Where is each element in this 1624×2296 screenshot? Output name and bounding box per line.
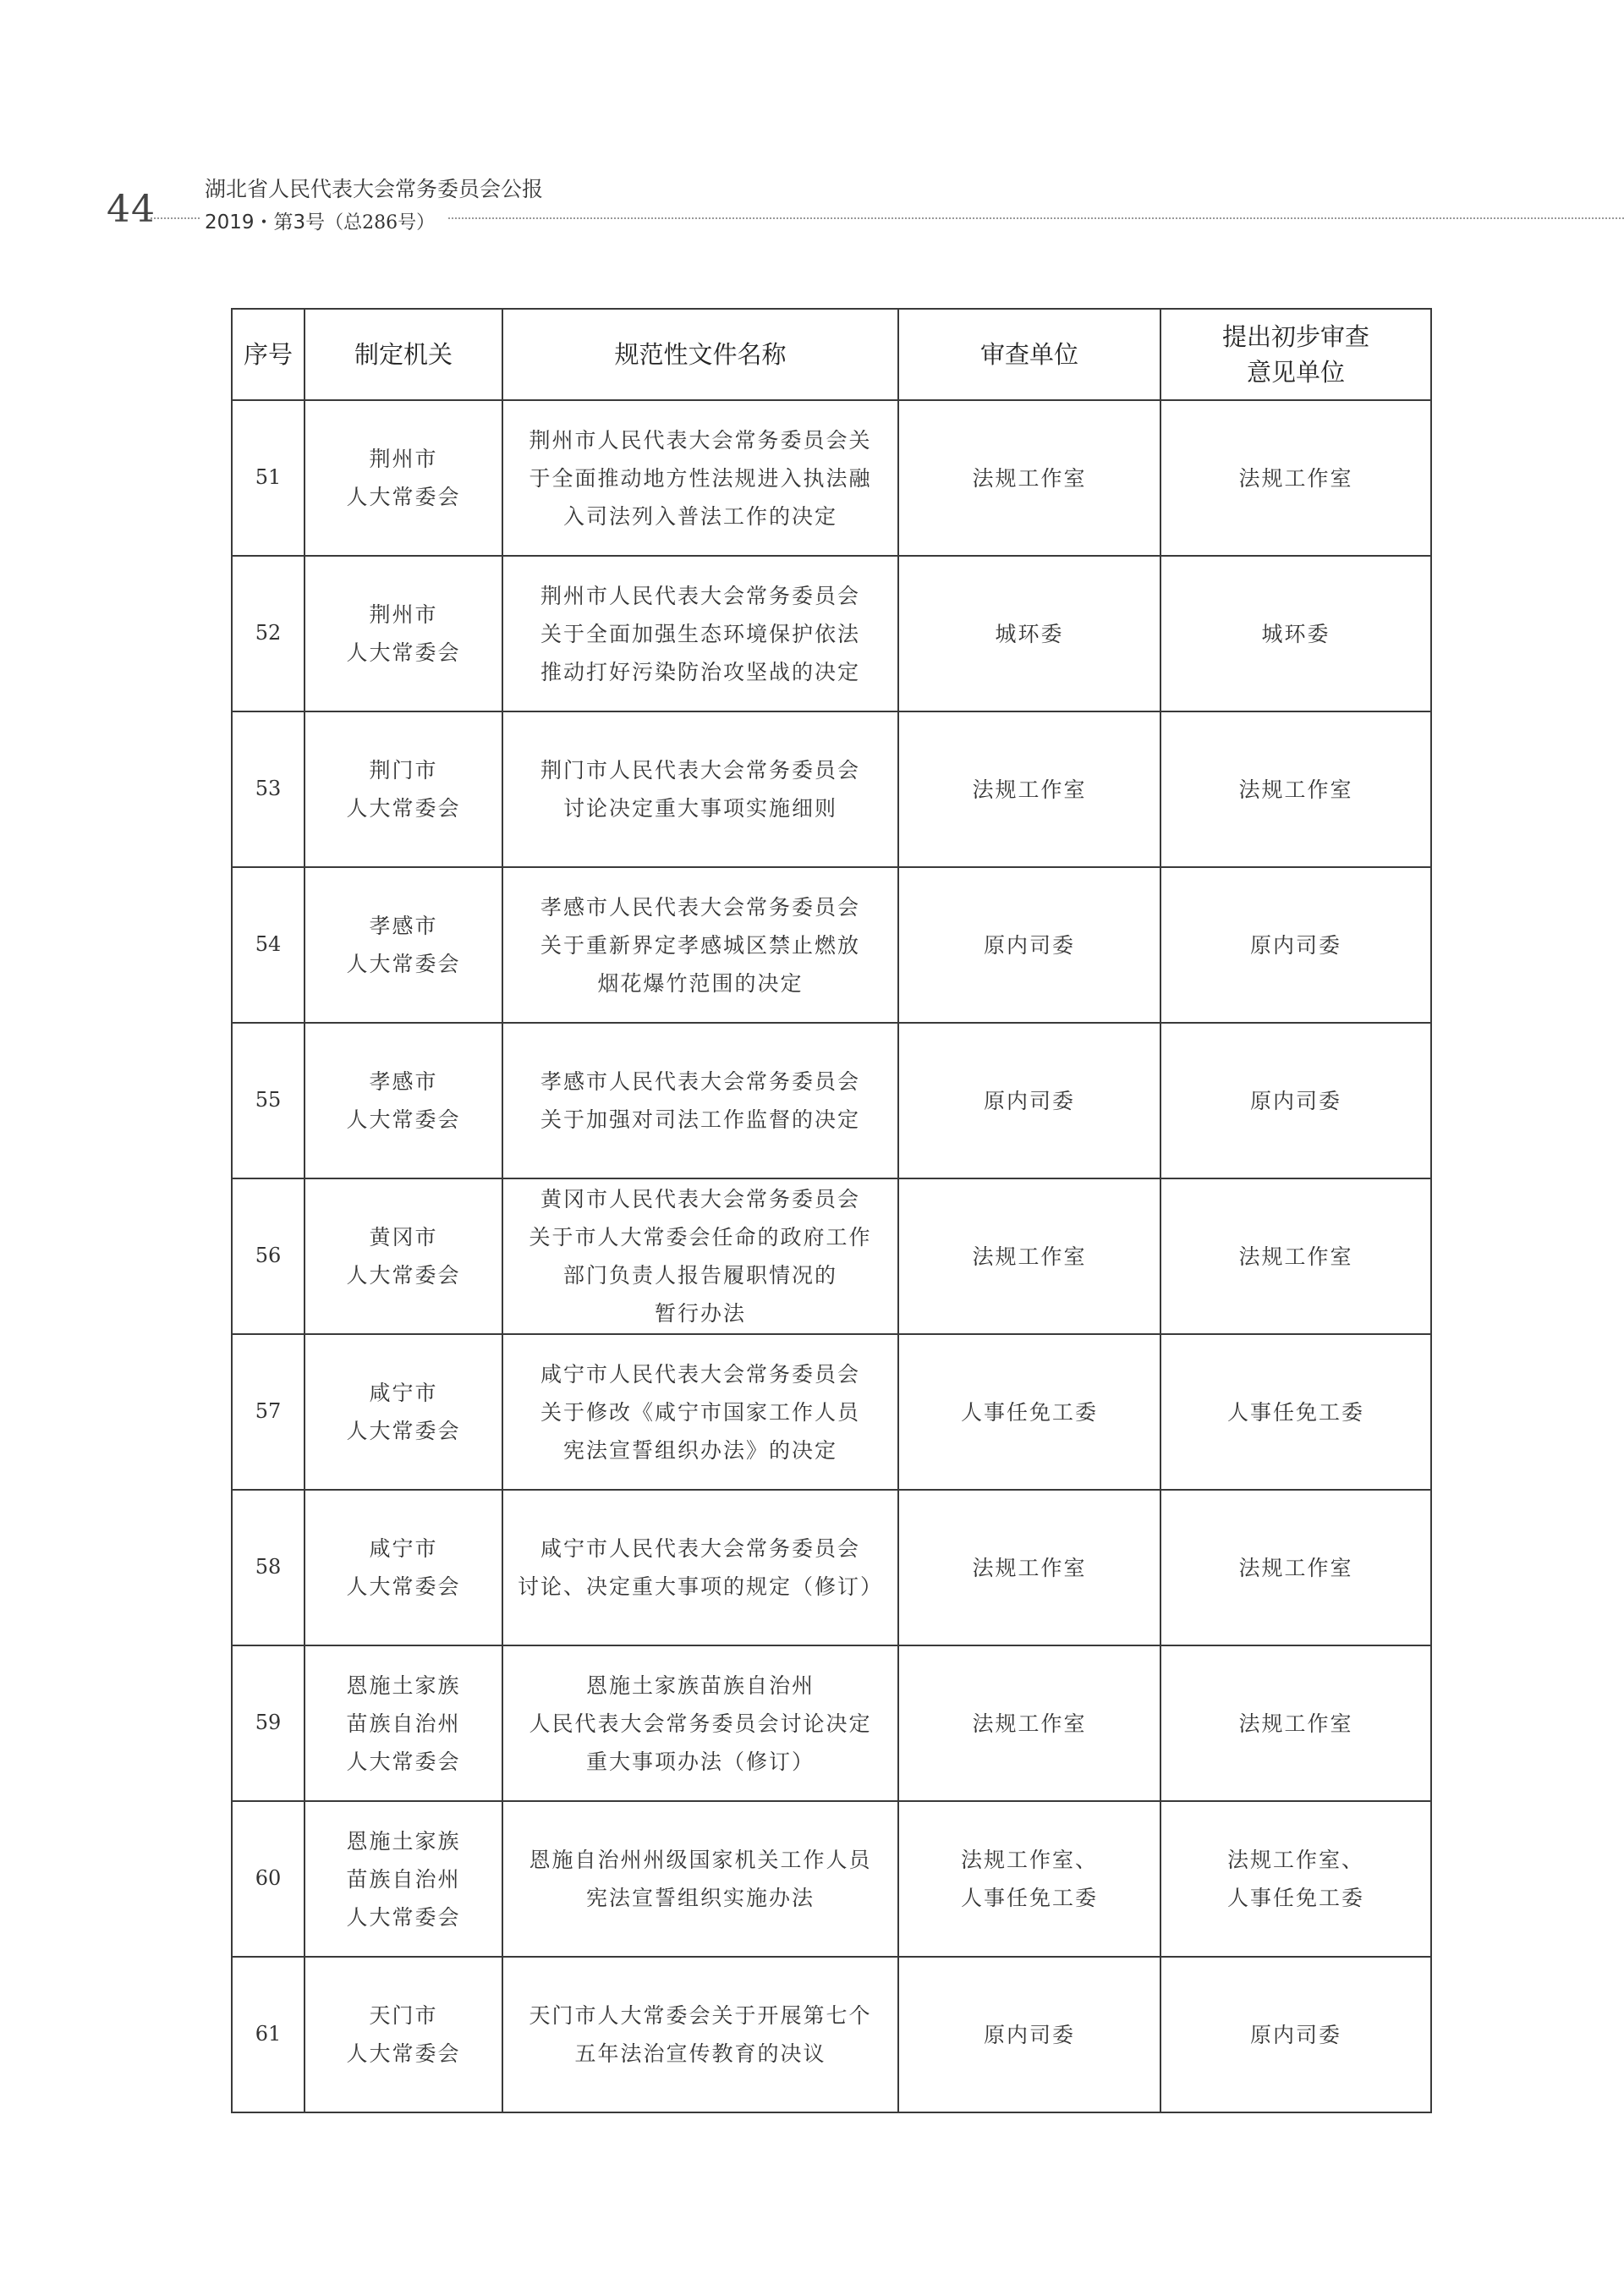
cell-agency-line: 人大常委会 <box>346 1419 461 1443</box>
cell-no: 56 <box>232 1178 304 1334</box>
cell-title-line: 重大事项办法（修订） <box>585 1749 815 1774</box>
issue-line <box>205 206 435 234</box>
cell-title-line: 烟花爆竹范围的决定 <box>597 970 804 996</box>
cell-opinion <box>1160 556 1431 711</box>
cell-opinion <box>1160 1334 1431 1490</box>
cell-reviewer-line: 法规工作室 <box>972 1711 1087 1736</box>
cell-title <box>502 1490 898 1645</box>
table-header-row <box>232 309 1431 400</box>
cell-agency-line: 黄冈市 <box>369 1225 438 1250</box>
cell-title-line: 讨论决定重大事项实施细则 <box>562 796 837 821</box>
cell-title-line: 关于全面加强生态环境保护依法 <box>540 621 860 646</box>
cell-title-line: 关于市人大常委会任命的政府工作 <box>529 1225 872 1250</box>
column-header-title: 规范性文件名称 <box>502 309 898 400</box>
cell-no: 52 <box>232 556 304 711</box>
cell-title-line: 部门负责人报告履职情况的 <box>562 1263 837 1288</box>
cell-title-line: 入司法列入普法工作的决定 <box>562 503 837 529</box>
cell-no: 54 <box>232 867 304 1023</box>
table-body <box>232 400 1431 2112</box>
cell-no: 55 <box>232 1023 304 1178</box>
cell-agency <box>304 400 502 556</box>
cell-agency-line: 孝感市 <box>369 914 438 938</box>
cell-opinion-line: 人事任免工委 <box>1226 1399 1364 1425</box>
cell-title <box>502 556 898 711</box>
cell-no: 53 <box>232 711 304 867</box>
table-row <box>232 1490 1431 1645</box>
cell-reviewer-line: 法规工作室 <box>972 777 1087 802</box>
cell-no: 61 <box>232 1957 304 2112</box>
cell-title <box>502 1023 898 1178</box>
cell-reviewer-line: 法规工作室 <box>972 1555 1087 1580</box>
documents-table <box>231 308 1432 2113</box>
cell-title <box>502 1645 898 1801</box>
cell-agency <box>304 1957 502 2112</box>
cell-reviewer-line: 原内司委 <box>983 932 1075 958</box>
table-row <box>232 1178 1431 1334</box>
cell-agency-line: 苗族自治州 <box>346 1711 461 1736</box>
cell-title-line: 宪法宣誓组织实施办法 <box>585 1886 815 1910</box>
cell-agency <box>304 1023 502 1178</box>
issue-total: （总286号） <box>325 212 436 233</box>
cell-agency-line: 天门市 <box>369 2003 438 2028</box>
cell-title-line: 黄冈市人民代表大会常务委员会 <box>540 1187 860 1211</box>
cell-agency <box>304 1490 502 1645</box>
cell-agency-line: 人大常委会 <box>346 640 461 665</box>
cell-title <box>502 1334 898 1490</box>
cell-agency-line: 人大常委会 <box>346 796 461 821</box>
cell-title-line: 孝感市人民代表大会常务委员会 <box>540 1069 860 1094</box>
cell-title <box>502 1957 898 2112</box>
cell-title-line: 关于加强对司法工作监督的决定 <box>540 1107 860 1132</box>
table-row <box>232 1023 1431 1178</box>
cell-agency-line: 人大常委会 <box>346 485 461 509</box>
cell-opinion-line: 原内司委 <box>1249 1088 1341 1113</box>
cell-reviewer-line: 法规工作室 <box>972 465 1087 491</box>
cell-title-line: 暂行办法 <box>654 1301 746 1326</box>
table-row <box>232 556 1431 711</box>
cell-agency-line: 人大常委会 <box>346 952 461 976</box>
cell-opinion <box>1160 711 1431 867</box>
cell-opinion <box>1160 1178 1431 1334</box>
cell-reviewer <box>898 867 1160 1023</box>
cell-title-line: 荆州市人民代表大会常务委员会关 <box>529 427 872 453</box>
cell-opinion-line: 原内司委 <box>1249 932 1341 958</box>
table-row <box>232 867 1431 1023</box>
cell-agency-line: 荆州市 <box>369 447 438 471</box>
issue-number: 2019・第3号 <box>205 211 326 233</box>
cell-opinion-line: 法规工作室、 <box>1226 1848 1364 1872</box>
cell-title-line: 孝感市人民代表大会常务委员会 <box>540 894 860 920</box>
table-row <box>232 1334 1431 1490</box>
cell-title <box>502 400 898 556</box>
cell-title <box>502 1801 898 1957</box>
cell-reviewer <box>898 1178 1160 1334</box>
cell-reviewer <box>898 556 1160 711</box>
cell-agency-line: 人大常委会 <box>346 1749 461 1774</box>
cell-no: 57 <box>232 1334 304 1490</box>
column-header-agency: 制定机关 <box>304 309 502 400</box>
cell-opinion <box>1160 1023 1431 1178</box>
cell-agency <box>304 1178 502 1334</box>
cell-reviewer-line: 法规工作室 <box>972 1244 1087 1269</box>
table-row <box>232 1801 1431 1957</box>
cell-agency-line: 人大常委会 <box>346 1263 461 1288</box>
column-header-opinion-text: 提出初步审查 意见单位 <box>1221 321 1369 387</box>
cell-reviewer-line: 人事任免工委 <box>960 1886 1098 1910</box>
cell-reviewer <box>898 400 1160 556</box>
cell-opinion-line: 法规工作室 <box>1238 1711 1353 1736</box>
cell-title-line: 关于重新界定孝感城区禁止燃放 <box>540 932 860 958</box>
cell-title-line: 讨论、决定重大事项的规定（修订） <box>517 1574 883 1599</box>
cell-opinion-line: 人事任免工委 <box>1226 1886 1364 1910</box>
cell-agency-line: 人大常委会 <box>346 1107 461 1132</box>
table-row <box>232 711 1431 867</box>
cell-opinion <box>1160 1490 1431 1645</box>
page-number: 44 <box>107 188 156 231</box>
cell-agency-line: 荆州市 <box>369 602 438 627</box>
cell-title-line: 咸宁市人民代表大会常务委员会 <box>540 1361 860 1387</box>
cell-reviewer-line: 人事任免工委 <box>960 1399 1098 1425</box>
cell-opinion <box>1160 1957 1431 2112</box>
cell-agency <box>304 556 502 711</box>
cell-opinion <box>1160 400 1431 556</box>
cell-reviewer-line: 原内司委 <box>983 1088 1075 1113</box>
cell-agency-line: 人大常委会 <box>346 2041 461 2066</box>
cell-title-line: 恩施土家族苗族自治州 <box>585 1673 815 1698</box>
cell-title-line: 于全面推动地方性法规进入执法融 <box>529 465 872 491</box>
cell-agency <box>304 711 502 867</box>
cell-title-line: 荆门市人民代表大会常务委员会 <box>540 758 860 783</box>
column-header-reviewer: 审查单位 <box>898 309 1160 400</box>
table-row <box>232 1645 1431 1801</box>
cell-reviewer-line: 城环委 <box>995 621 1064 646</box>
cell-opinion <box>1160 1801 1431 1957</box>
cell-reviewer <box>898 1334 1160 1490</box>
cell-agency-line: 人大常委会 <box>346 1574 461 1599</box>
cell-opinion-line: 原内司委 <box>1249 2022 1341 2047</box>
cell-reviewer <box>898 1645 1160 1801</box>
cell-title-line: 关于修改《咸宁市国家工作人员 <box>540 1399 860 1425</box>
cell-title-line: 宪法宣誓组织办法》的决定 <box>562 1437 837 1463</box>
cell-agency-line: 孝感市 <box>369 1069 438 1094</box>
cell-no: 60 <box>232 1801 304 1957</box>
cell-title-line: 五年法治宣传教育的决议 <box>574 2041 826 2066</box>
table-row <box>232 400 1431 556</box>
cell-opinion-line: 法规工作室 <box>1238 1244 1353 1269</box>
cell-agency-line: 咸宁市 <box>369 1381 438 1405</box>
cell-title-line: 咸宁市人民代表大会常务委员会 <box>540 1536 860 1561</box>
cell-opinion <box>1160 1645 1431 1801</box>
cell-reviewer <box>898 711 1160 867</box>
cell-title-line: 天门市人大常委会关于开展第七个 <box>529 2003 872 2028</box>
cell-agency-line: 恩施土家族 <box>346 1828 461 1854</box>
cell-agency-line: 荆门市 <box>369 758 438 783</box>
cell-title-line: 恩施自治州州级国家机关工作人员 <box>529 1848 872 1872</box>
cell-title <box>502 1178 898 1334</box>
header-dotted-rule-left <box>151 217 200 219</box>
page-header <box>0 0 1624 254</box>
cell-opinion-line: 法规工作室 <box>1238 465 1353 491</box>
cell-reviewer <box>898 1957 1160 2112</box>
cell-title-line: 人民代表大会常务委员会讨论决定 <box>529 1711 872 1736</box>
header-dotted-rule-right <box>448 217 1624 219</box>
cell-opinion-line: 法规工作室 <box>1238 777 1353 802</box>
cell-agency <box>304 1645 502 1801</box>
cell-no: 51 <box>232 400 304 556</box>
cell-agency-line: 人大常委会 <box>346 1904 461 1930</box>
cell-opinion <box>1160 867 1431 1023</box>
cell-opinion-line: 城环委 <box>1261 621 1330 646</box>
cell-title-line: 推动打好污染防治攻坚战的决定 <box>540 659 860 684</box>
column-header-opinion <box>1160 309 1431 400</box>
journal-title: 湖北省人民代表大会常务委员会公报 <box>205 177 544 201</box>
cell-reviewer-line: 原内司委 <box>983 2022 1075 2047</box>
column-header-no: 序号 <box>232 309 304 400</box>
cell-title <box>502 711 898 867</box>
table-row <box>232 1957 1431 2112</box>
cell-agency <box>304 867 502 1023</box>
cell-title-line: 荆州市人民代表大会常务委员会 <box>540 583 860 608</box>
cell-agency-line: 苗族自治州 <box>346 1866 461 1892</box>
cell-reviewer <box>898 1023 1160 1178</box>
cell-agency <box>304 1801 502 1957</box>
cell-title <box>502 867 898 1023</box>
cell-reviewer <box>898 1490 1160 1645</box>
cell-no: 58 <box>232 1490 304 1645</box>
cell-agency-line: 恩施土家族 <box>346 1673 461 1698</box>
cell-no: 59 <box>232 1645 304 1801</box>
cell-reviewer-line: 法规工作室、 <box>960 1848 1098 1872</box>
cell-opinion-line: 法规工作室 <box>1238 1555 1353 1580</box>
cell-agency <box>304 1334 502 1490</box>
cell-agency-line: 咸宁市 <box>369 1536 438 1561</box>
cell-reviewer <box>898 1801 1160 1957</box>
